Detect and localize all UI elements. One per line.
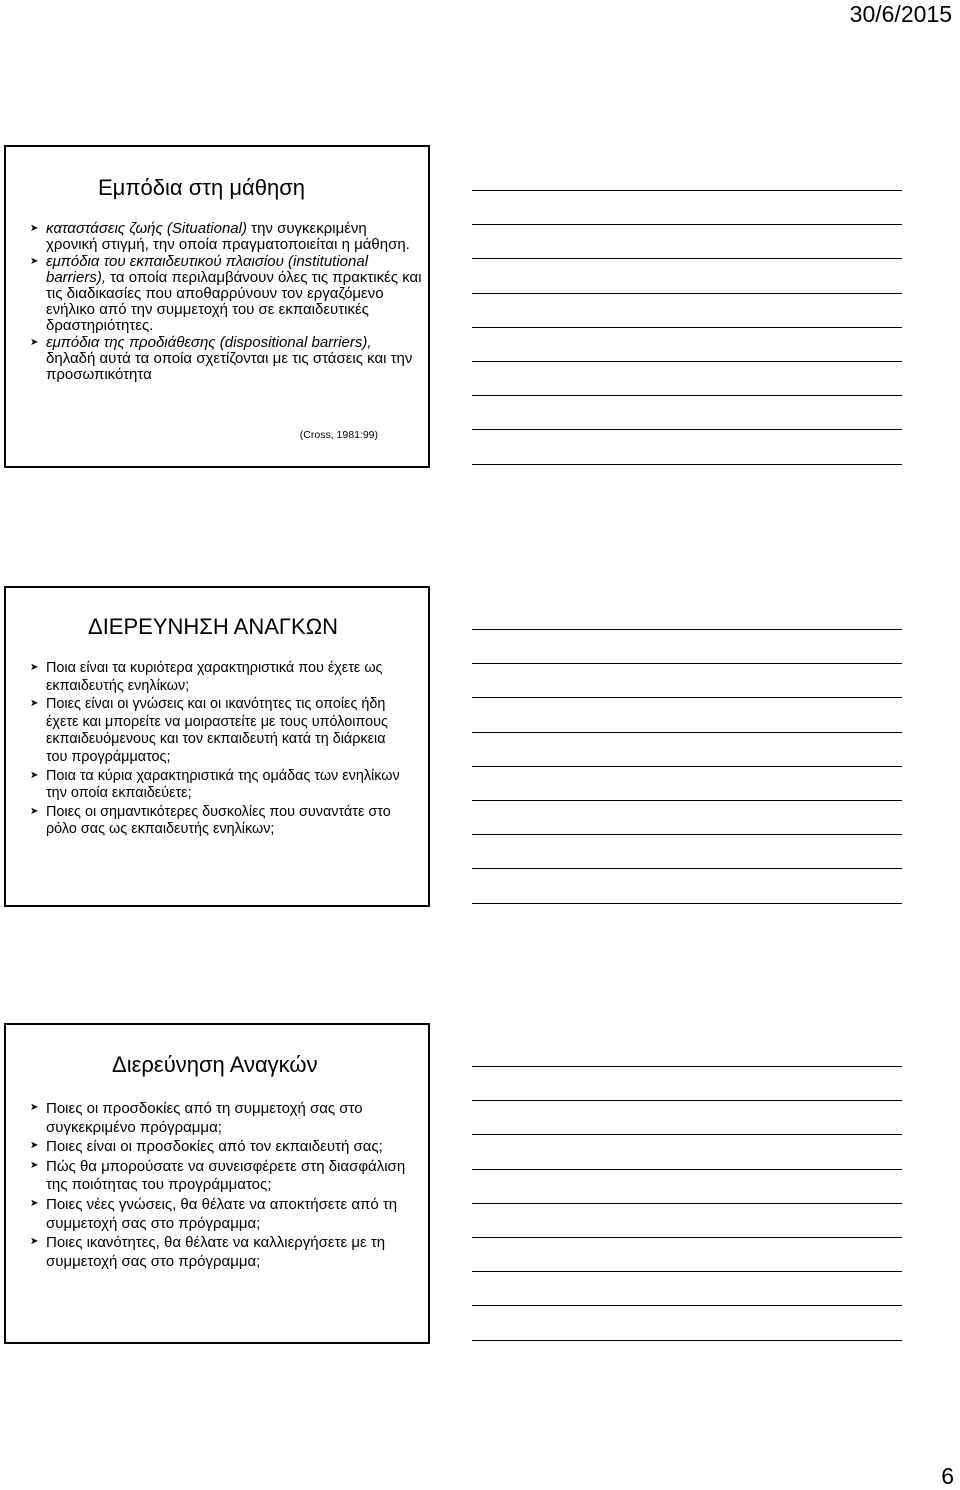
arrow-bullet-icon: ➤	[30, 769, 39, 781]
citation: (Cross, 1981:99)	[299, 429, 378, 441]
note-line	[472, 1340, 902, 1341]
note-line	[472, 361, 902, 362]
note-line	[472, 429, 902, 430]
arrow-bullet-icon: ➤	[30, 698, 39, 710]
bullet-text: την συγκεκριμένη χρονική στιγμή, την οποία πραγματοποιείται η μάθηση.	[46, 220, 410, 253]
slide-title: ΔΙΕΡΕΥΝΗΣΗ ΑΝΑΓΚΩΝ	[88, 614, 339, 639]
arrow-bullet-icon: ➤	[30, 1197, 39, 1209]
note-line	[472, 224, 902, 225]
note-line	[472, 663, 902, 664]
note-line	[472, 903, 902, 904]
bullet-item	[30, 221, 422, 253]
bullet-item	[30, 1158, 420, 1195]
bullet-text: Ποιες οι σημαντικότερες δυσκολίες που συναντάτε στο ρόλο σας ως εκπαιδευτής ενηλίκων;	[46, 803, 391, 838]
note-line	[472, 327, 902, 328]
bullet-item	[30, 254, 422, 334]
note-line	[472, 629, 902, 630]
arrow-bullet-icon: ➤	[30, 223, 39, 234]
bullet-text: Ποιες είναι οι προσδοκίες από τον εκπαιδευτή σας;	[46, 1138, 383, 1156]
slide-title: Διερεύνηση Αναγκών	[112, 1052, 318, 1077]
note-line	[472, 1134, 902, 1135]
slide-title: Εμπόδια στη μάθηση	[98, 175, 306, 200]
arrow-bullet-icon: ➤	[30, 662, 39, 673]
note-line	[472, 1203, 902, 1204]
notes-lines	[472, 190, 902, 470]
slide-2	[4, 586, 430, 907]
bullet-text: δηλαδή αυτά τα οποία σχετίζονται με τις στάσεις και την προσωπικότητα	[46, 350, 413, 383]
bullet-list	[30, 221, 422, 384]
bullet-lead: εμπόδια του εκπαιδευτικού πλαισίου (institutional barriers),	[46, 253, 369, 286]
bullet-item	[30, 696, 410, 766]
bullet-text: Ποια είναι τα κυριότερα χαρακτηριστικά που έχετε ως εκπαιδευτής ενηλίκων;	[46, 660, 383, 694]
bullet-text: Ποιες οι προσδοκίες από τη συμμετοχή σας στο συγκεκριμένο πρόγραμμα;	[46, 1100, 363, 1136]
bullet-item	[30, 1100, 420, 1137]
bullet-item	[30, 335, 422, 383]
slide-3	[4, 1023, 430, 1344]
note-line	[472, 1100, 902, 1101]
bullet-text: τα οποία περιλαμβάνουν όλες τις πρακτικές και τις διαδικασίες που αποθαρρύνουν τον εργαζόμενο ενήλικο από την συμμετοχή του σε εκπαιδευτικές δραστηριότητες.	[46, 269, 422, 334]
bullet-item	[30, 1234, 420, 1271]
bullet-text: Ποια τα κύρια χαρακτηριστικά της ομάδας των ενηλίκων την οποία εκπαιδεύετε;	[46, 767, 400, 802]
bullet-text: Ποιες νέες γνώσεις, θα θέλατε να αποκτήσετε από τη συμμετοχή σας στο πρόγραμμα;	[46, 1195, 398, 1232]
note-line	[472, 1305, 902, 1306]
bullet-text: Ποιες είναι οι γνώσεις και οι ικανότητες τις οποίες ήδη έχετε και μπορείτε να μοιραστείτε με τους υπόλοιπους εκπαιδευόμενους και τον εκπαιδευτή κατά τη διάρκεια του προγράμματος;	[46, 696, 388, 765]
note-line	[472, 190, 902, 191]
note-line	[472, 1237, 902, 1238]
bullet-lead: καταστάσεις ζωής (Situational)	[46, 220, 247, 237]
arrow-bullet-icon: ➤	[30, 1159, 39, 1171]
note-line	[472, 868, 902, 869]
notes-lines	[472, 629, 902, 909]
note-line	[472, 800, 902, 801]
note-line	[472, 464, 902, 465]
note-line	[472, 258, 902, 259]
slide-1	[4, 145, 430, 468]
note-line	[472, 1271, 902, 1272]
bullet-item	[30, 1138, 420, 1157]
note-line	[472, 766, 902, 767]
page-date: 30/6/2015	[849, 1, 952, 27]
bullet-item	[30, 1196, 420, 1233]
bullet-text: Πώς θα μπορούσατε να συνεισφέρετε στη διασφάλιση της ποιότητας του προγράμματος;	[46, 1157, 406, 1194]
note-line	[472, 395, 902, 396]
bullet-list	[30, 1100, 420, 1272]
arrow-bullet-icon: ➤	[30, 337, 39, 348]
page-number: 6	[941, 1463, 954, 1489]
note-line	[472, 697, 902, 698]
bullet-text: Ποιες ικανότητες, θα θέλατε να καλλιεργήσετε με τη συμμετοχή σας στο πρόγραμμα;	[46, 1234, 386, 1270]
arrow-bullet-icon: ➤	[30, 1140, 39, 1152]
bullet-item	[30, 660, 410, 695]
arrow-bullet-icon: ➤	[30, 1102, 39, 1113]
arrow-bullet-icon: ➤	[30, 1236, 39, 1248]
note-line	[472, 1169, 902, 1170]
note-line	[472, 732, 902, 733]
bullet-list	[30, 660, 410, 840]
note-line	[472, 293, 902, 294]
note-line	[472, 834, 902, 835]
bullet-item	[30, 804, 410, 839]
bullet-lead: εμπόδια της προδιάθεσης (dispositional barriers),	[46, 334, 372, 351]
arrow-bullet-icon: ➤	[30, 805, 39, 817]
arrow-bullet-icon: ➤	[30, 256, 39, 267]
notes-lines	[472, 1066, 902, 1346]
bullet-item	[30, 768, 410, 803]
note-line	[472, 1066, 902, 1067]
